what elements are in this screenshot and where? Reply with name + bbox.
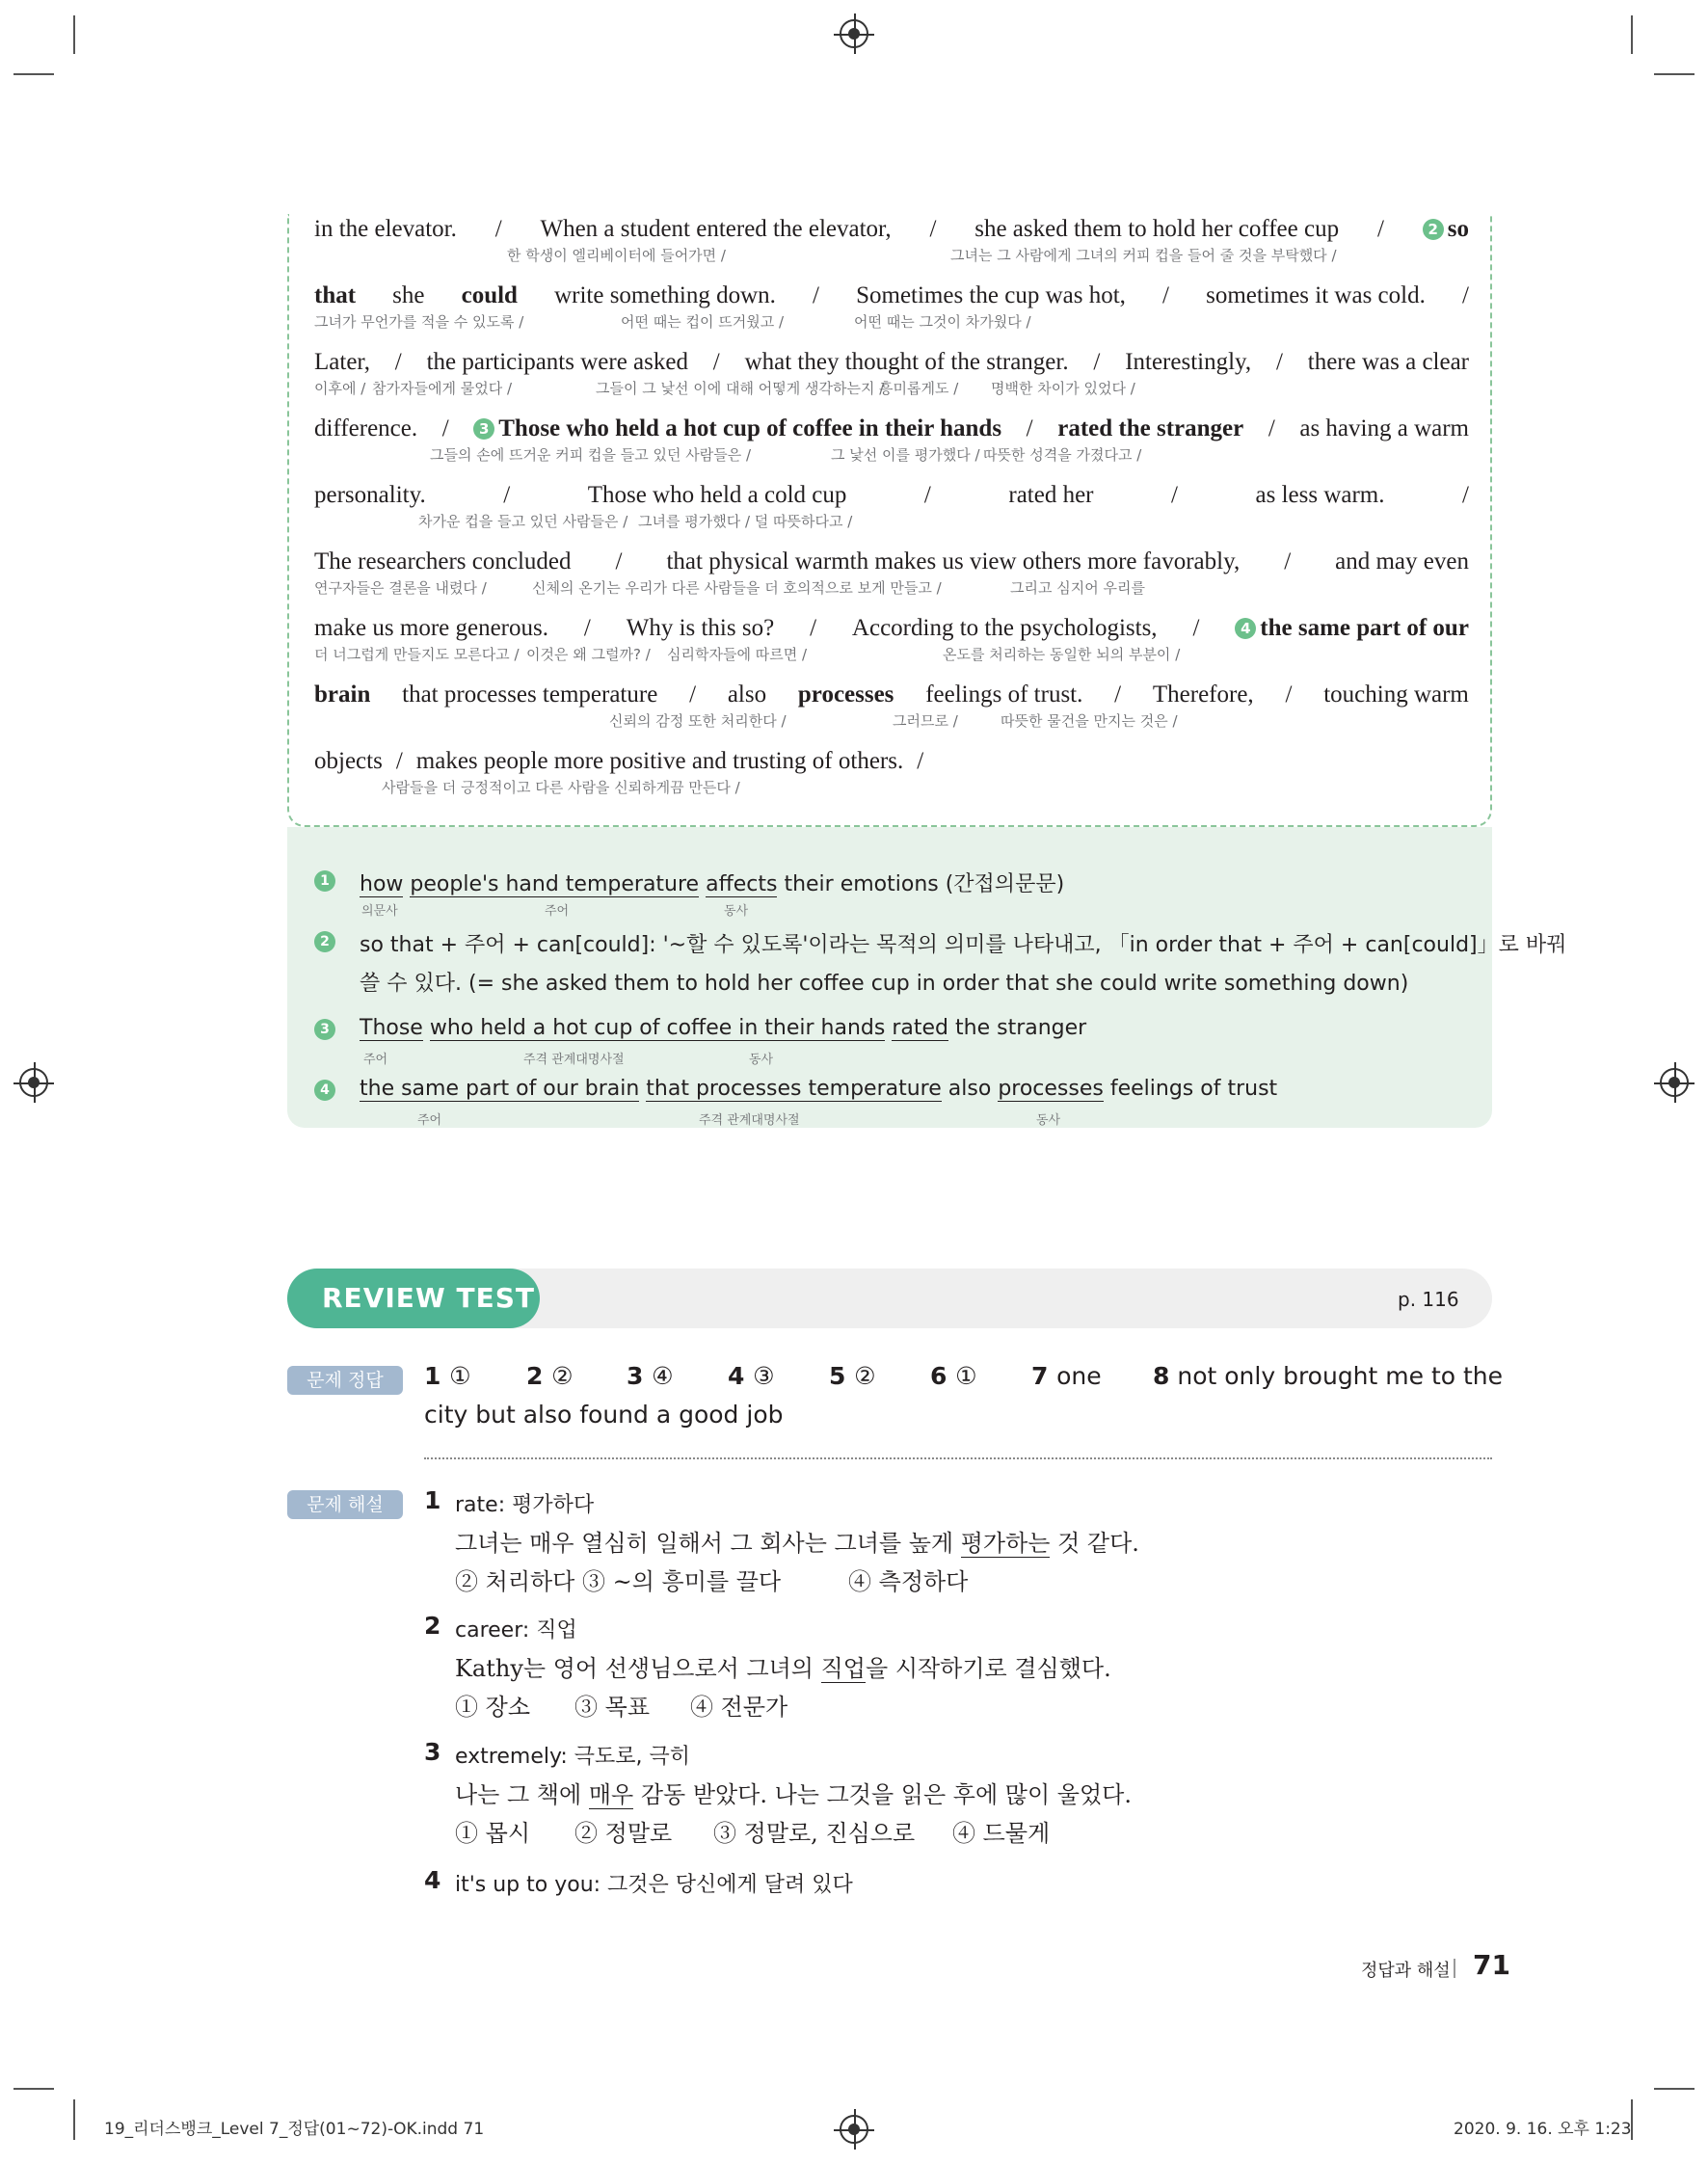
translation-chunk: 한 학생이 엘리베이터에 들어가면 / <box>507 247 726 264</box>
chunk-slash: / <box>394 349 402 375</box>
english-chunk: rated her <box>1008 482 1094 508</box>
english-chunk: she <box>392 282 425 308</box>
english-chunk <box>1235 613 1469 644</box>
grammar-plain: the stranger <box>948 1016 1087 1040</box>
chunk-slash: / <box>1284 548 1292 574</box>
grammar-label: 동사 <box>724 904 749 919</box>
english-chunk: Sometimes the cup was hot, <box>856 282 1126 308</box>
grammar-underlined: processes <box>998 1077 1104 1101</box>
answer-number: 1 <box>424 1362 441 1390</box>
chunk-slash: / <box>494 216 502 242</box>
passage-line <box>314 680 1469 732</box>
translation-chunk: 그리고 심지어 우리를 <box>1010 579 1145 597</box>
grammar-label: 주격 관계대명사절 <box>699 1113 800 1128</box>
answer-value: ② <box>551 1362 574 1390</box>
english-chunk: According to the psychologists, <box>851 615 1158 641</box>
korean-translation <box>314 444 1469 466</box>
answer-number: 7 <box>1031 1362 1049 1390</box>
number-badge: 2 <box>1423 219 1444 240</box>
answer-number: 2 <box>526 1362 544 1390</box>
chunk-slash: / <box>1376 216 1384 242</box>
answer-number: 3 <box>627 1362 644 1390</box>
english-chunk: Those who held a cold cup <box>587 482 847 508</box>
grammar-text: so that + 주어 + can[could]: '~할 수 있도록'이라는 목적의 의미를 나타내고, 「in order that + 주어 + can[could]」로 바꿔 <box>360 933 1567 957</box>
english-chunk: touching warm <box>1323 681 1469 708</box>
translation-chunk: 더 너그럽게 만들지도 모른다고 / <box>314 646 520 663</box>
korean-translation <box>314 245 1469 266</box>
english-chunk: that processes temperature <box>402 681 658 708</box>
english-text <box>314 547 1469 577</box>
translation-chunk: 명백한 차이가 있었다 / <box>991 380 1135 397</box>
translation-keyword: 평가하는 <box>960 1530 1051 1557</box>
chunk-slash: / <box>712 349 720 375</box>
answer-option: ④ 측정하다 <box>848 1568 969 1595</box>
answer-item <box>627 1362 674 1390</box>
english-chunk: so <box>1447 216 1469 242</box>
crop-mark <box>13 2088 54 2090</box>
crop-mark <box>13 73 54 75</box>
translation-text: 그녀는 매우 열심히 일해서 그 회사는 그녀를 높게 <box>455 1530 961 1557</box>
english-text <box>314 613 1469 644</box>
english-chunk: objects <box>314 748 383 774</box>
answer-option: ③ 목표 <box>574 1694 650 1721</box>
translation-chunk: 따뜻한 성격을 가졌다고 / <box>983 446 1142 464</box>
footer-title: 정답과 해설 <box>1361 1961 1451 1981</box>
english-chunk: as less warm. <box>1255 482 1385 508</box>
page-number: 71 <box>1473 1949 1510 1981</box>
chunk-slash: / <box>1268 415 1275 441</box>
chunk-slash: / <box>813 282 819 308</box>
english-chunk: the participants were asked <box>426 349 688 375</box>
english-chunk: there was a clear <box>1307 349 1469 375</box>
review-test-page: p. 116 <box>1398 1288 1459 1311</box>
english-chunk: that <box>314 282 357 308</box>
english-chunk: could <box>461 282 518 308</box>
answer-number: 4 <box>728 1362 745 1390</box>
translation-chunk: 흥미롭게도 / <box>879 380 959 397</box>
english-chunk: brain <box>314 681 371 708</box>
translation-chunk: 심리학자들에 따르면 / <box>667 646 808 663</box>
english-chunk <box>1423 214 1469 245</box>
chunk-slash: / <box>1026 415 1033 441</box>
translation-chunk: 그러므로 / <box>893 712 958 730</box>
answer-item <box>1031 1362 1102 1390</box>
chunk-slash: / <box>441 415 449 441</box>
english-chunk: Later, <box>314 349 370 375</box>
passage-line <box>314 281 1469 333</box>
answer-number: 6 <box>930 1362 947 1390</box>
chunk-slash: / <box>1275 349 1283 375</box>
example-translation <box>455 1524 1139 1558</box>
example-translation <box>455 1649 1111 1683</box>
translation-chunk: 참가자들에게 물었다 / <box>372 380 513 397</box>
translation-chunk: 그녀가 무언가를 적을 수 있도록 / <box>314 313 524 331</box>
grammar-label: 주어 <box>417 1113 442 1128</box>
translation-chunk: 이후에 / <box>314 380 366 397</box>
english-chunk <box>473 414 1001 444</box>
passage-line <box>314 613 1469 665</box>
grammar-text: 쓸 수 있다. (= she asked them to hold her coffee cup in order that she could write something down) <box>360 972 1409 996</box>
question-number: 4 <box>424 1866 441 1894</box>
grammar-label: 주어 <box>545 904 570 919</box>
korean-translation <box>314 577 1469 599</box>
translation-keyword: 매우 <box>588 1781 634 1808</box>
answer-item <box>424 1362 471 1390</box>
translation-text: 것 같다. <box>1050 1530 1139 1557</box>
english-text <box>314 281 1469 311</box>
divider <box>424 1457 1492 1459</box>
number-badge: 4 <box>1235 618 1256 639</box>
grammar-plain: also <box>941 1077 999 1101</box>
vocab-definition: it's up to you: 그것은 당신에게 달려 있다 <box>455 1873 853 1897</box>
passage-line <box>314 746 1469 798</box>
grammar-number: 4 <box>314 1080 335 1101</box>
grammar-number: 3 <box>314 1019 335 1040</box>
grammar-number: 1 <box>314 870 335 892</box>
korean-translation <box>314 710 1469 732</box>
grammar-plain <box>423 1016 430 1040</box>
passage-line <box>314 480 1469 532</box>
grammar-plain: their emotions (간접의문문) <box>777 872 1065 896</box>
passage-line <box>314 414 1469 466</box>
translation-text: 감동 받았다. 나는 그것을 읽은 후에 많이 울었다. <box>633 1781 1132 1808</box>
chunk-slash: / <box>917 748 924 774</box>
grammar-sentence <box>360 868 1064 897</box>
example-translation <box>455 1776 1132 1809</box>
vocab-definition: extremely: 극도로, 극히 <box>455 1745 691 1769</box>
registration-mark-icon <box>1660 1068 1689 1097</box>
chunk-slash: / <box>923 482 931 508</box>
answer-value: one <box>1056 1362 1102 1390</box>
question-number: 3 <box>424 1738 441 1766</box>
translation-chunk: 그 낯선 이를 평가했다 / <box>831 446 980 464</box>
translation-chunk: 신뢰의 감정 또한 처리한다 / <box>609 712 787 730</box>
translation-chunk: 그녀를 평가했다 / 덜 따뜻하다고 / <box>638 513 853 530</box>
answer-8-continued: city but also found a good job <box>424 1401 784 1429</box>
grammar-sentence <box>360 1016 1086 1040</box>
grammar-number: 2 <box>314 931 335 952</box>
english-chunk: write something down. <box>554 282 776 308</box>
korean-translation <box>314 311 1469 333</box>
english-text <box>314 480 1469 511</box>
chunk-slash: / <box>583 615 591 641</box>
grammar-label: 동사 <box>749 1053 774 1067</box>
english-chunk: makes people more positive and trusting of others. <box>415 748 904 774</box>
vocab-definition: career: 직업 <box>455 1618 577 1643</box>
answer-item <box>930 1362 977 1390</box>
translation-chunk: 신체의 온기는 우리가 다른 사람들을 더 호의적으로 보게 만들고 / <box>532 579 942 597</box>
answer-item <box>728 1362 775 1390</box>
crop-mark <box>1631 15 1633 54</box>
grammar-underlined: Those <box>360 1016 423 1040</box>
english-chunk: rated the stranger <box>1057 415 1244 441</box>
answer-8 <box>1153 1362 1503 1390</box>
chunk-slash: / <box>929 216 937 242</box>
english-chunk: and may even <box>1335 548 1469 574</box>
english-chunk: also <box>727 681 767 708</box>
answer-8-number: 8 <box>1153 1362 1170 1390</box>
english-chunk: Those who held a hot cup of coffee in their hands <box>498 415 1002 441</box>
translation-chunk: 그들의 손에 뜨거운 커피 컵을 들고 있던 사람들은 / <box>430 446 752 464</box>
number-badge: 3 <box>473 418 494 440</box>
translation-chunk: 온도를 처리하는 동일한 뇌의 부분이 / <box>943 646 1181 663</box>
answer-option: ① 몹시 <box>455 1820 530 1847</box>
answer-option: ③ ~의 흥미를 끌다 <box>582 1568 782 1595</box>
grammar-label: 주어 <box>363 1053 388 1067</box>
grammar-plain: feelings of trust <box>1103 1077 1278 1101</box>
answer-item <box>829 1362 876 1390</box>
translation-keyword: 직업 <box>820 1655 866 1682</box>
english-text <box>314 746 1469 777</box>
passage-line <box>314 347 1469 399</box>
grammar-label: 동사 <box>1036 1113 1061 1128</box>
grammar-label: 의문사 <box>361 904 398 919</box>
answer-tag: 문제 정답 <box>287 1366 403 1395</box>
answer-option: ② 처리하다 <box>455 1568 575 1595</box>
chunk-slash: / <box>503 482 511 508</box>
question-number: 2 <box>424 1612 441 1640</box>
footer-divider <box>1454 1959 1455 1978</box>
answer-number: 5 <box>829 1362 846 1390</box>
answer-option: ④ 전문가 <box>690 1694 788 1721</box>
grammar-underlined: rated <box>892 1016 949 1040</box>
english-chunk: that physical warmth makes us view others more favorably, <box>666 548 1241 574</box>
translation-chunk: 어떤 때는 컵이 뜨거웠고 / <box>621 313 785 331</box>
translation-chunk: 어떤 때는 그것이 차가웠다 / <box>854 313 1031 331</box>
english-chunk: Interestingly, <box>1125 349 1252 375</box>
registration-mark-icon <box>19 1068 48 1097</box>
english-text <box>314 347 1469 378</box>
translation-chunk: 차가운 컵을 들고 있던 사람들은 / <box>418 513 628 530</box>
korean-translation <box>314 378 1469 399</box>
chunk-slash: / <box>1171 482 1178 508</box>
print-date: 2020. 9. 16. 오후 1:23 <box>1454 2120 1632 2139</box>
english-chunk: processes <box>797 681 894 708</box>
chunk-slash: / <box>615 548 623 574</box>
chunk-slash: / <box>1093 349 1101 375</box>
english-chunk: feelings of trust. <box>925 681 1083 708</box>
translation-chunk: 이것은 왜 그럴까? / <box>526 646 651 663</box>
english-text <box>314 414 1469 444</box>
english-chunk: she asked them to hold her coffee cup <box>974 216 1340 242</box>
answer-value: ④ <box>652 1362 674 1390</box>
english-chunk: make us more generous. <box>314 615 548 641</box>
korean-translation <box>314 777 1469 798</box>
translation-chunk: 연구자들은 결론을 내렸다 / <box>314 579 487 597</box>
english-text <box>314 680 1469 710</box>
english-chunk: Why is this so? <box>626 615 775 641</box>
question-number: 1 <box>424 1486 441 1514</box>
translation-text: Kathy는 영어 선생님으로서 그녀의 <box>455 1655 821 1682</box>
chunk-slash: / <box>810 615 817 641</box>
chunk-slash: / <box>1162 282 1169 308</box>
crop-mark <box>1654 2088 1695 2090</box>
english-chunk: When a student entered the elevator, <box>540 216 892 242</box>
translation-text: 을 시작하기로 결심했다. <box>866 1655 1111 1682</box>
translation-chunk: 그들이 그 낯선 이에 대해 어떻게 생각하는지 / <box>596 380 885 397</box>
vocab-definition: rate: 평가하다 <box>455 1493 595 1517</box>
chunk-slash: / <box>1285 681 1293 708</box>
answer-option: ③ 정말로, 진심으로 <box>713 1820 916 1847</box>
chunk-slash: / <box>1114 681 1122 708</box>
grammar-sentence <box>360 1077 1277 1101</box>
translation-chunk: 따뜻한 물건을 만지는 것은 / <box>1001 712 1178 730</box>
grammar-label: 주격 관계대명사절 <box>523 1053 625 1067</box>
answer-value: ① <box>955 1362 977 1390</box>
chunk-slash: / <box>689 681 697 708</box>
english-chunk: sometimes it was cold. <box>1206 282 1426 308</box>
answer-value: ① <box>449 1362 471 1390</box>
chunk-slash: / <box>1461 282 1469 308</box>
print-slug: 19_리더스뱅크_Level 7_정답(01~72)-OK.indd 71 <box>104 2120 485 2139</box>
chunk-slash: / <box>1462 482 1469 508</box>
crop-mark <box>73 15 75 54</box>
registration-mark-icon <box>840 2115 868 2144</box>
english-chunk: personality. <box>314 482 426 508</box>
crop-mark <box>73 2099 75 2140</box>
korean-translation <box>314 644 1469 665</box>
chunk-slash: / <box>1192 615 1200 641</box>
english-chunk: Therefore, <box>1152 681 1254 708</box>
chunk-slash: / <box>395 748 403 774</box>
review-test-title: REVIEW TEST <box>287 1269 540 1328</box>
grammar-underlined: that processes temperature <box>646 1077 942 1101</box>
english-chunk: in the elevator. <box>314 216 457 242</box>
grammar-underlined: how <box>360 872 404 896</box>
english-chunk: as having a warm <box>1299 415 1469 441</box>
grammar-underlined: the same part of our brain <box>360 1077 640 1101</box>
translation-chunk: 그녀는 그 사람에게 그녀의 커피 컵을 들어 줄 것을 부탁했다 / <box>950 247 1337 264</box>
english-chunk: what they thought of the stranger. <box>744 349 1069 375</box>
answer-option: ② 정말로 <box>574 1820 673 1847</box>
answer-option: ④ 드물게 <box>952 1820 1051 1847</box>
english-chunk: difference. <box>314 415 418 441</box>
translation-chunk: 사람들을 더 긍정적이고 다른 사람을 신뢰하게끔 만든다 / <box>382 779 740 796</box>
english-chunk: the same part of our <box>1260 615 1469 641</box>
answer-item <box>526 1362 574 1390</box>
grammar-underlined: affects <box>706 872 778 896</box>
translation-text: 나는 그 책에 <box>455 1781 589 1808</box>
answer-value: ② <box>854 1362 876 1390</box>
english-text <box>314 214 1469 245</box>
english-chunk: The researchers concluded <box>314 548 572 574</box>
crop-mark <box>1654 73 1695 75</box>
passage-line <box>314 214 1469 266</box>
explain-tag: 문제 해설 <box>287 1490 403 1519</box>
answer-option: ① 장소 <box>455 1694 530 1721</box>
answer-value: ③ <box>753 1362 775 1390</box>
grammar-underlined: who held a hot cup of coffee in their hands <box>429 1016 886 1040</box>
passage-line <box>314 547 1469 599</box>
registration-mark-icon <box>840 19 868 48</box>
answer-8-text: not only brought me to the <box>1177 1362 1504 1390</box>
grammar-underlined: people's hand temperature <box>410 872 700 896</box>
korean-translation <box>314 511 1469 532</box>
